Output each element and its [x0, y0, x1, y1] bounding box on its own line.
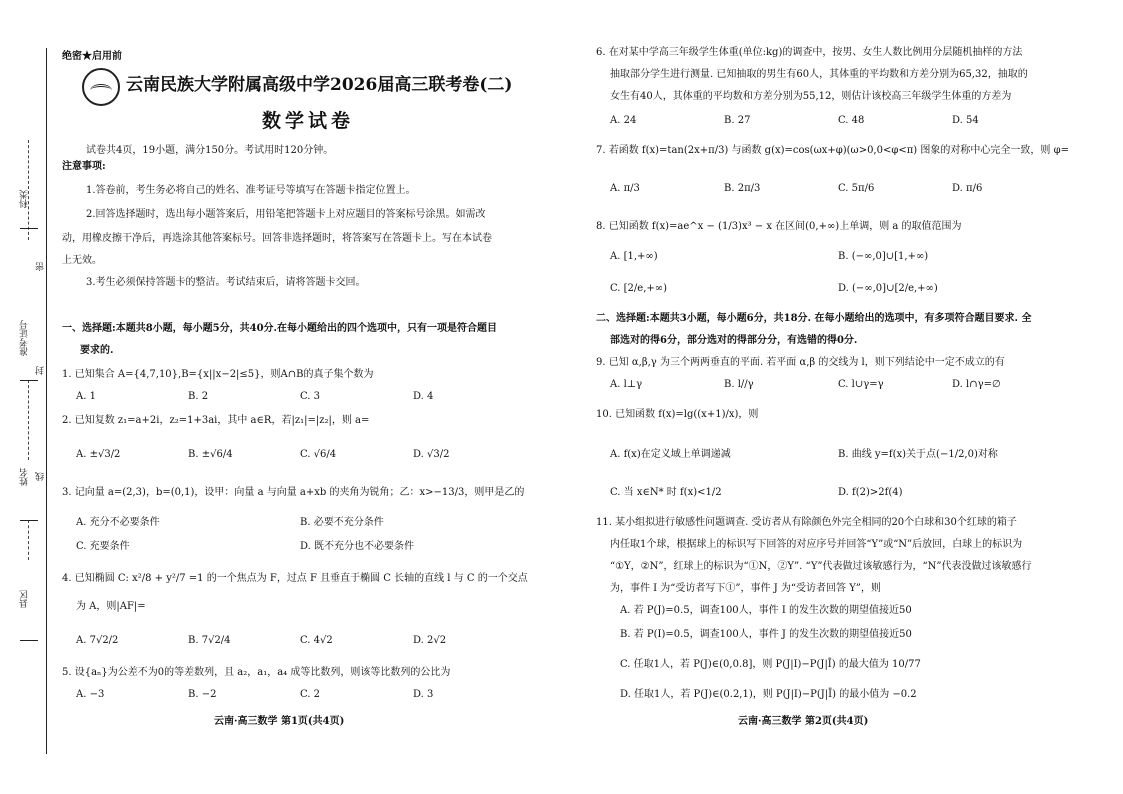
q8-option-a[interactable]: A. [1,+∞)	[610, 251, 658, 262]
q7-option-a[interactable]: A. π/3	[610, 183, 640, 194]
q3-option-d[interactable]: D. 既不充分也不必要条件	[300, 541, 415, 552]
question-10-stem: 10. 已知函数 f(x)=lg((x+1)/x)，则	[596, 409, 759, 420]
q1-option-c[interactable]: C. 3	[300, 391, 321, 402]
q7-option-c[interactable]: C. 5π/6	[838, 183, 875, 194]
page-2-footer: 云南·高三数学 第2页(共4页)	[738, 716, 869, 727]
note-item: 上无效。	[62, 255, 102, 266]
question-9-stem: 9. 已知 α,β,γ 为三个两两垂直的平面. 若平面 α,β 的交线为 l，则下列结论中一定不成立的有	[596, 357, 1005, 368]
q8-option-b[interactable]: B. (−∞,0]∪[1,+∞)	[838, 251, 929, 262]
note-item: 2.回答选择题时，选出每小题答案后，用铅笔把答题卡上对应题目的答案标号涂黑。如需改	[86, 209, 486, 220]
q1-option-d[interactable]: D. 4	[413, 391, 434, 402]
district-label: 县区	[20, 590, 30, 608]
seal-dash-mid	[28, 380, 29, 460]
section1-heading-cont: 要求的.	[80, 345, 114, 356]
q11-option-a[interactable]: A. 若 P(J)=0.5，调查100人，事件 I 的发生次数的期望值接近50	[620, 605, 912, 616]
seal-char-1: 密	[36, 262, 46, 271]
intro-text: 试卷共4页，19小题，满分150分。考试用时120分钟。	[86, 145, 334, 156]
binding-line	[46, 48, 47, 754]
q5-option-d[interactable]: D. 3	[413, 689, 434, 700]
q1-option-a[interactable]: A. 1	[76, 391, 96, 402]
q2-option-c[interactable]: C. √6/4	[300, 449, 337, 460]
q5-option-c[interactable]: C. 2	[300, 689, 321, 700]
confidential-mark: 绝密★启用前	[62, 51, 122, 62]
q9-option-c[interactable]: C. l∪γ=γ	[838, 379, 884, 390]
question-6-line: 抽取部分学生进行测量. 已知抽取的男生有60人，其体重的平均数和方差分别为65,32，抽取的	[610, 69, 1028, 80]
question-11-line: 11. 某小组拟进行敏感性问题调查. 受访者从有除颜色外完全相同的20个白球和30个红球的箱子	[596, 517, 1017, 528]
q11-option-d[interactable]: D. 任取1人，若 P(J)∈(0.2,1)，则 P(J|I)−P(J|Ī) 的最小值为 −0.2	[620, 689, 917, 700]
section1-heading: 一、选择题:本题共8小题，每小题5分，共40分.在每小题给出的四个选项中，只有一项是符合题目	[62, 323, 498, 334]
q11-option-b[interactable]: B. 若 P(I)=0.5，调查100人，事件 J 的发生次数的期望值接近50	[620, 629, 912, 640]
q2-option-d[interactable]: D. √3/2	[413, 449, 450, 460]
q4-option-b[interactable]: B. 7√2/4	[188, 635, 231, 646]
q3-option-b[interactable]: B. 必要不充分条件	[300, 517, 384, 528]
paper-subject: 数学试卷	[262, 110, 355, 132]
question-7-stem: 7. 若函数 f(x)=tan(2x+π/3) 与函数 g(x)=cos(ωx+φ)(ω>0,0<φ<π) 图象的对称中心完全一致，则 φ=	[596, 145, 1069, 156]
q7-option-d[interactable]: D. π/6	[952, 183, 983, 194]
seal-char-3: 线	[36, 472, 46, 481]
q2-option-b[interactable]: B. ±√6/4	[188, 449, 233, 460]
question-6-line: 女生有40人，其体重的平均数和方差分别为55,12，则估计该校高三年级学生体重的方差为	[610, 91, 1012, 102]
school-logo-icon	[82, 68, 120, 106]
q7-option-b[interactable]: B. 2π/3	[724, 183, 761, 194]
q5-option-a[interactable]: A. −3	[76, 689, 105, 700]
section2-heading-cont: 部选对的得6分，部分选对的得部分分，有选错的得0分.	[610, 335, 858, 346]
district-field[interactable]	[20, 640, 38, 641]
question-2-stem: 2. 已知复数 z₁=a+2i，z₂=1+3ai，其中 a∈R，若|z₁|=|z₂|，则 a=	[62, 415, 370, 426]
q8-option-c[interactable]: C. [2/e,+∞)	[610, 283, 667, 294]
q9-option-b[interactable]: B. l//γ	[724, 379, 754, 390]
q1-option-b[interactable]: B. 2	[188, 391, 209, 402]
note-item: 1.答卷前，考生务必将自己的姓名、准考证号等填写在答题卡指定位置上。	[86, 185, 416, 196]
note-item: 3.考生必须保持答题卡的整洁。考试结束后，请将答题卡交回。	[86, 277, 366, 288]
q11-option-c[interactable]: C. 任取1人，若 P(J)∈(0,0.8]，则 P(J|I)−P(J|Ī) 的最大值为 10/77	[620, 659, 921, 670]
q3-option-c[interactable]: C. 充要条件	[76, 541, 130, 552]
q4-option-a[interactable]: A. 7√2/2	[76, 635, 119, 646]
q10-option-d[interactable]: D. f(2)>2f(4)	[838, 487, 903, 498]
question-1-stem: 1. 已知集合 A={4,7,10},B={x||x−2|≤5}，则A∩B的真子集个数为	[62, 369, 374, 380]
question-3-stem: 3. 记向量 a=(2,3)，b=(0,1)，设甲：向量 a 与向量 a+xb 的夹角为锐角；乙：x>−13/3，则甲是乙的	[62, 487, 525, 498]
page-1-footer: 云南·高三数学 第1页(共4页)	[214, 716, 345, 727]
question-11-line: “①Y，②N”，红球上的标识为“①N，②Y”. “Y”代表做过该敏感行为，“N”代表没做过该敏感行	[610, 561, 1032, 572]
q9-option-d[interactable]: D. l∩γ=∅	[952, 379, 1001, 390]
seal-char-2: 封	[36, 366, 46, 375]
section2-heading: 二、选择题:本题共3小题，每小题6分，共18分. 在每小题给出的选项中，有多项符合题目要求. 全	[596, 313, 1032, 324]
q10-option-c[interactable]: C. 当 x∈N* 时 f(x)<1/2	[610, 487, 722, 498]
question-8-stem: 8. 已知函数 f(x)=ae^x − (1/3)x³ − x 在区间(0,+∞)上单调，则 a 的取值范围为	[596, 221, 962, 232]
subject-field[interactable]	[20, 228, 38, 229]
exam-number-label: 准考证号	[20, 320, 30, 356]
seal-dash-low	[28, 520, 29, 560]
q6-option-d[interactable]: D. 54	[952, 115, 979, 126]
question-4-stem-cont: 为 A，则|AF|=	[76, 601, 146, 612]
question-6-line: 6. 在对某中学高三年级学生体重(单位:kg)的调查中，按男、女生人数比例用分层随机抽样的方法	[596, 47, 1023, 58]
question-4-stem: 4. 已知椭圆 C: x²/8 + y²/7 =1 的一个焦点为 F，过点 F 且垂直于椭圆 C 长轴的直线 l 与 C 的一个交点	[62, 573, 528, 584]
q5-option-b[interactable]: B. −2	[188, 689, 217, 700]
question-11-line: 为，事件 I 为“受访者写下①”，事件 J 为“受访者回答 Y”，则	[610, 583, 881, 594]
question-11-line: 内任取1个球，根据球上的标识写下回答的对应序号并回答“Y”或“N”后放回，白球上的标识为	[610, 539, 1023, 550]
question-5-stem: 5. 设{aₙ}为公差不为0的等差数列，且 a₂，a₁，a₄ 成等比数列，则该等比数列的公比为	[62, 667, 451, 678]
q8-option-d[interactable]: D. (−∞,0]∪[2/e,+∞)	[838, 283, 938, 294]
q10-option-b[interactable]: B. 曲线 y=f(x)关于点(−1/2,0)对称	[838, 449, 998, 460]
q3-option-a[interactable]: A. 充分不必要条件	[76, 517, 160, 528]
note-item: 动，用橡皮擦干净后，再选涂其他答案标号。回答非选择题时，将答案写在答题卡上。写在本试卷	[62, 233, 492, 244]
exam-number-field[interactable]	[20, 380, 38, 381]
subject-label: 科类	[20, 190, 30, 208]
q4-option-c[interactable]: C. 4√2	[300, 635, 333, 646]
exam-title: 云南民族大学附属高级中学2026届高三联考卷(二)	[126, 75, 513, 95]
q9-option-a[interactable]: A. l⊥γ	[610, 379, 643, 390]
name-label: 姓名	[20, 468, 30, 486]
q4-option-d[interactable]: D. 2√2	[413, 635, 447, 646]
q6-option-a[interactable]: A. 24	[610, 115, 637, 126]
q10-option-a[interactable]: A. f(x)在定义域上单调递减	[610, 449, 731, 460]
q2-option-a[interactable]: A. ±√3/2	[76, 449, 121, 460]
name-field[interactable]	[20, 520, 38, 521]
notes-heading: 注意事项:	[62, 161, 106, 172]
q6-option-b[interactable]: B. 27	[724, 115, 751, 126]
q6-option-c[interactable]: C. 48	[838, 115, 865, 126]
